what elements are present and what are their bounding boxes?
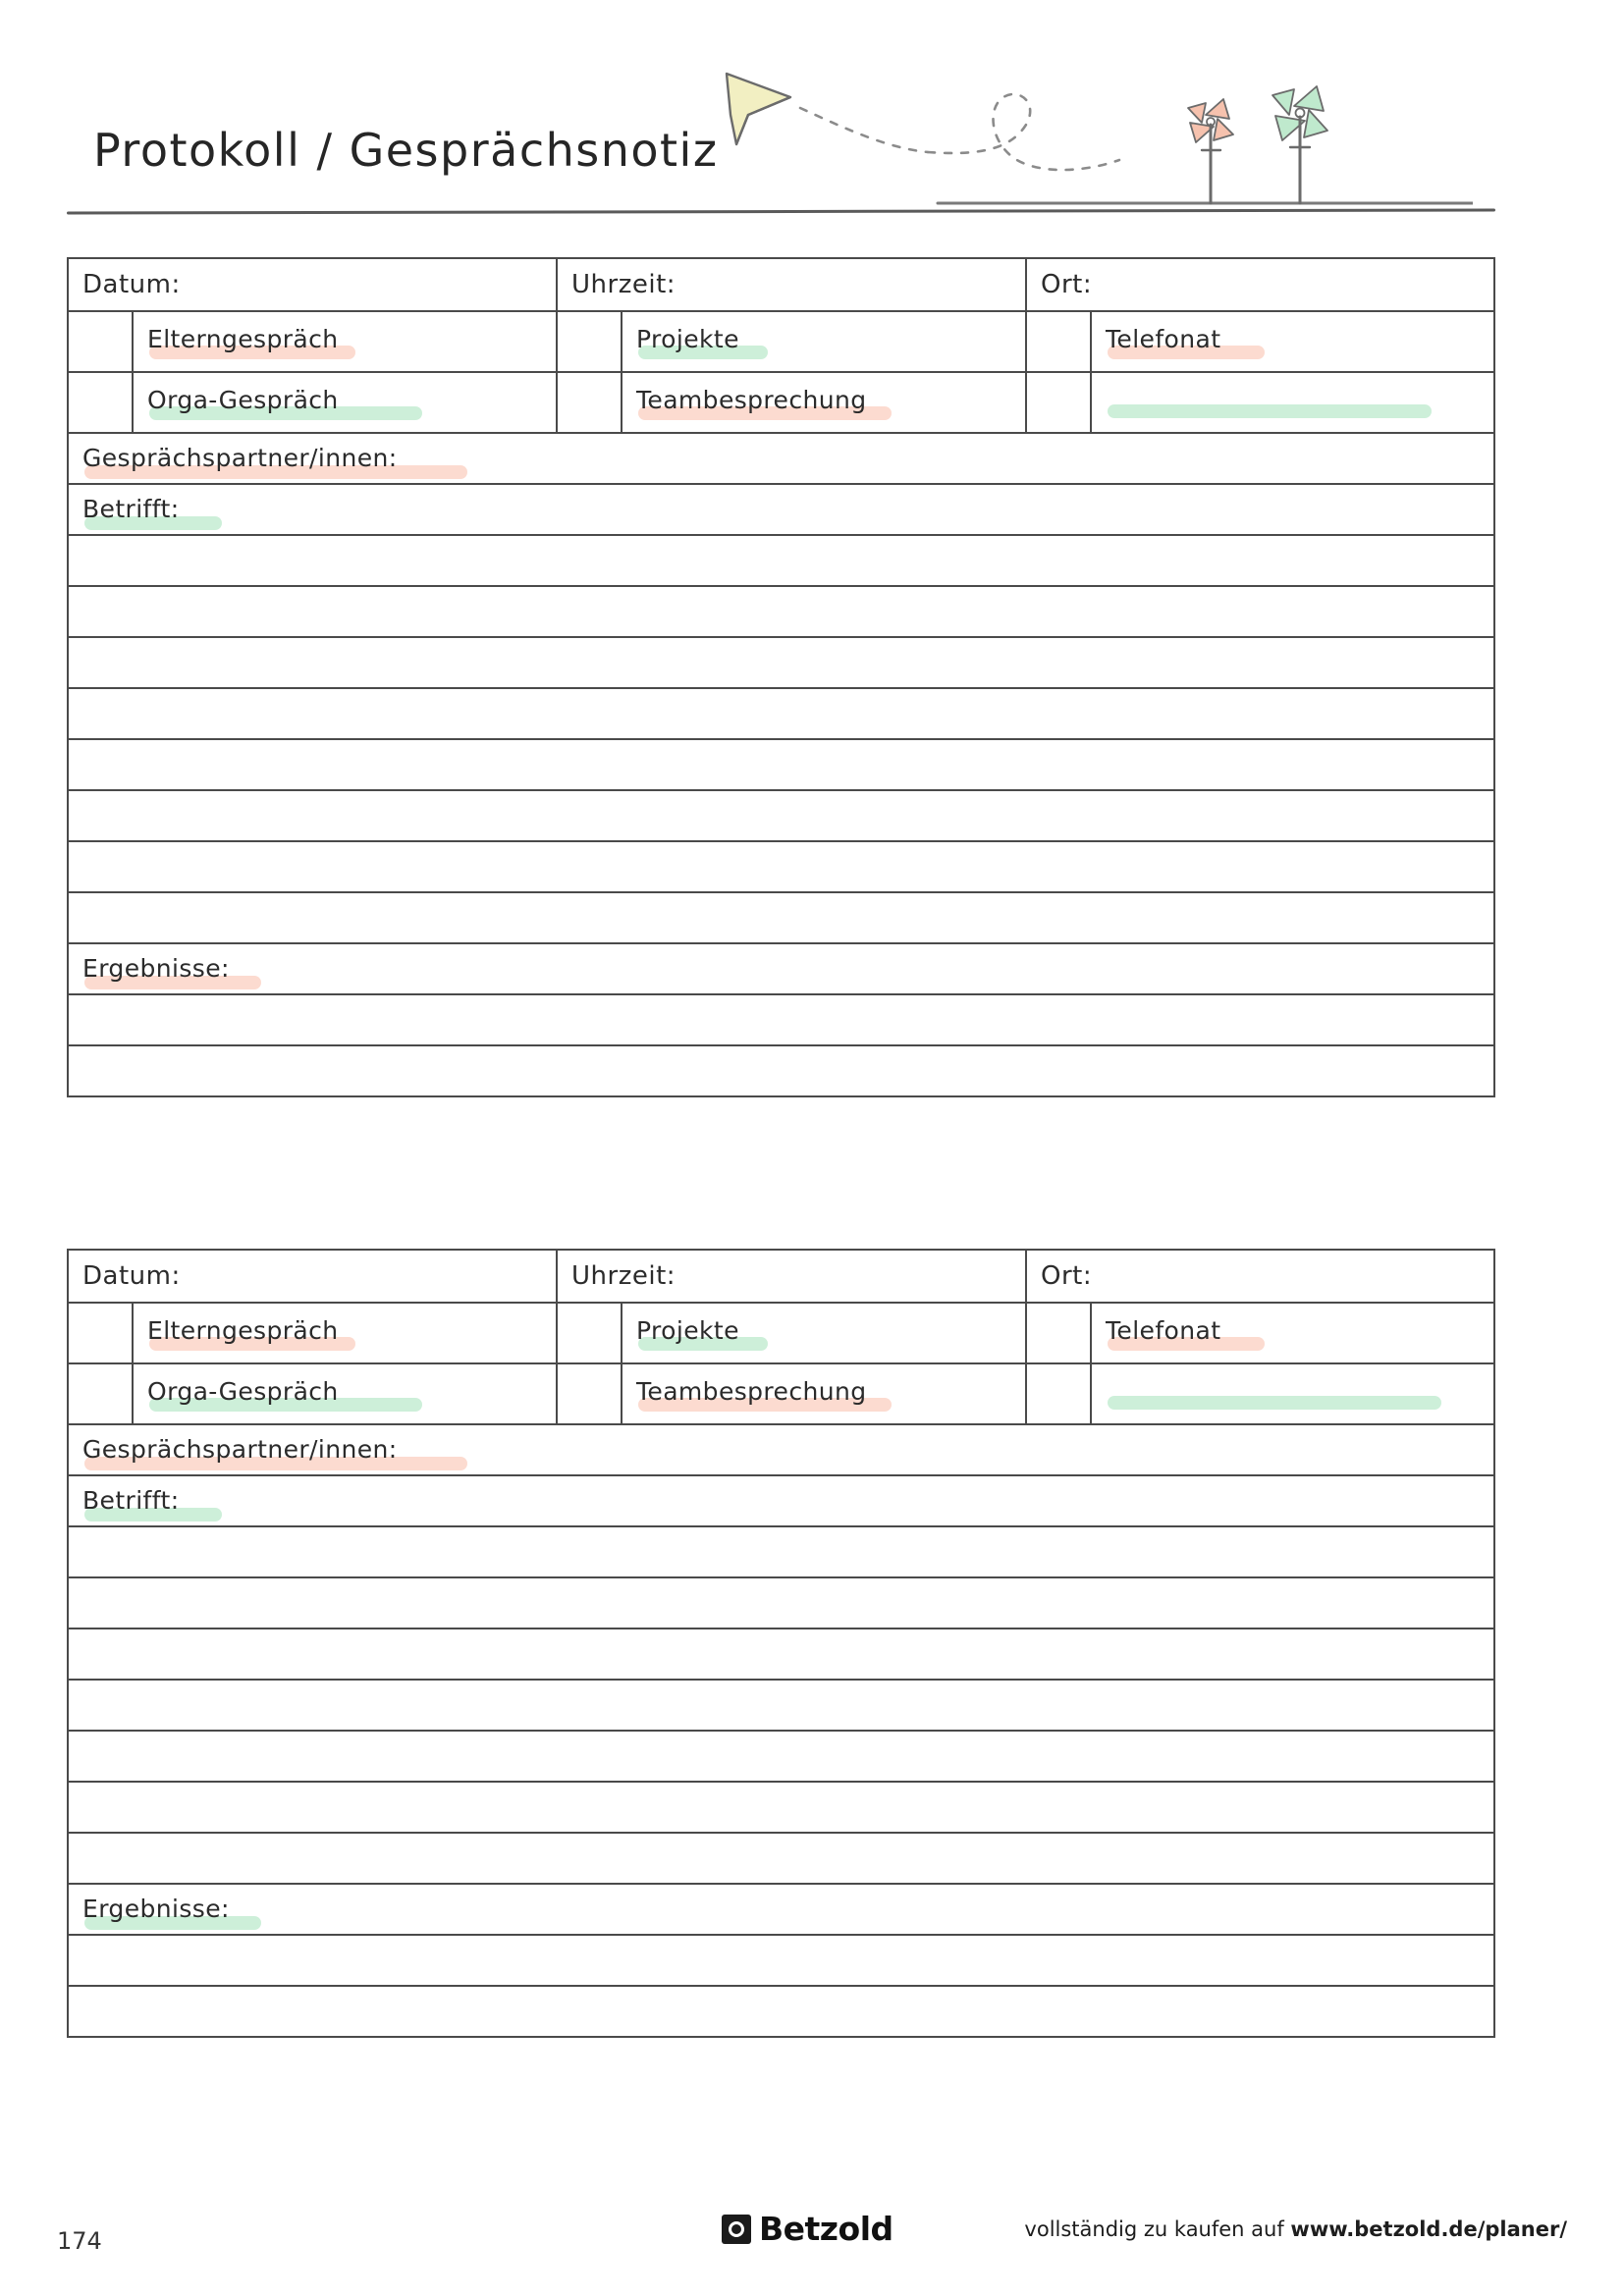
option-label-elterngespraech [134,1304,556,1362]
subject-label: Betrifft: [82,495,180,523]
write-line[interactable] [67,1046,1495,1097]
place-field[interactable] [1027,1251,1493,1302]
time-label: Uhrzeit: [571,270,677,299]
write-line[interactable] [67,740,1495,791]
checkbox-telefonat[interactable] [1027,312,1092,371]
option-label-elterngespraech [134,312,556,371]
partners-label: Gesprächspartner/innen: [82,444,398,472]
option-row-1 [69,1304,1493,1364]
checkbox-projekte[interactable] [558,312,623,371]
brand-name: Betzold [759,2210,893,2248]
option-group-3 [1027,1304,1493,1362]
write-line[interactable] [67,893,1495,944]
option-group-6 [1027,1364,1493,1423]
protocol-form-1 [67,257,1495,1097]
write-line[interactable] [67,689,1495,740]
option-label-orga-gespraech [134,1364,556,1423]
option-group-2 [558,312,1027,371]
header-decoration [687,54,1473,216]
dotted-flight-path [800,94,1119,170]
place-label: Ort: [1041,1261,1093,1291]
option-table [67,312,1495,434]
results-label: Ergebnisse: [82,954,230,983]
write-line[interactable] [67,995,1495,1046]
header-field-row [67,1249,1495,1304]
option-row-2 [69,1364,1493,1423]
place-field[interactable] [1027,259,1493,310]
option-label-telefonat [1092,312,1493,371]
write-line[interactable] [67,1527,1495,1578]
place-label: Ort: [1041,270,1093,299]
option-table [67,1304,1495,1425]
date-label: Datum: [82,1261,181,1291]
date-field[interactable] [69,1251,558,1302]
highlight-mark [1108,404,1432,418]
option-group-1 [69,1304,558,1362]
write-line[interactable] [67,1936,1495,1987]
partners-label: Gesprächspartner/innen: [82,1435,398,1464]
checkbox-orga-gespraech[interactable] [69,1364,134,1423]
option-label-custom[interactable] [1092,373,1493,432]
option-text: Teambesprechung [636,386,867,414]
option-label-projekte [623,1304,1025,1362]
highlight-mark [1108,1396,1441,1410]
header-field-row [67,257,1495,312]
partners-field[interactable] [67,434,1495,485]
time-field[interactable] [558,259,1027,310]
option-label-orga-gespraech [134,373,556,432]
option-label-teambesprechung [623,1364,1025,1423]
partners-field[interactable] [67,1425,1495,1476]
checkbox-orga-gespraech[interactable] [69,373,134,432]
write-line[interactable] [67,1732,1495,1783]
option-group-2 [558,1304,1027,1362]
option-label-projekte [623,312,1025,371]
results-field[interactable] [67,944,1495,995]
write-line[interactable] [67,1987,1495,2038]
option-text: Orga-Gespräch [147,386,339,414]
option-group-4 [69,373,558,432]
option-text: Elterngespräch [147,1316,339,1345]
option-label-teambesprechung [623,373,1025,432]
write-line[interactable] [67,1681,1495,1732]
subject-field[interactable] [67,485,1495,536]
option-group-1 [69,312,558,371]
date-field[interactable] [69,259,558,310]
write-line[interactable] [67,587,1495,638]
option-text: Telefonat [1106,325,1221,353]
option-group-6 [1027,373,1493,432]
brand-logo [722,2210,893,2248]
time-label: Uhrzeit: [571,1261,677,1291]
write-line[interactable] [67,1578,1495,1629]
page-title: Protokoll / Gesprächsnotiz [93,124,719,177]
write-line[interactable] [67,791,1495,842]
pinwheel-icon-left [1188,99,1233,203]
results-label: Ergebnisse: [82,1895,230,1923]
option-label-custom[interactable] [1092,1364,1493,1423]
option-text: Projekte [636,1316,739,1345]
checkbox-projekte[interactable] [558,1304,623,1362]
option-group-3 [1027,312,1493,371]
option-label-telefonat [1092,1304,1493,1362]
subject-field[interactable] [67,1476,1495,1527]
option-group-5 [558,373,1027,432]
checkbox-teambesprechung[interactable] [558,1364,623,1423]
option-text: Projekte [636,325,739,353]
write-line[interactable] [67,638,1495,689]
option-group-5 [558,1364,1027,1423]
subject-label: Betrifft: [82,1486,180,1515]
write-line[interactable] [67,1834,1495,1885]
write-line[interactable] [67,1629,1495,1681]
write-line[interactable] [67,1783,1495,1834]
footer-note [1024,2217,1567,2241]
footer-note-url: www.betzold.de/planer/ [1290,2217,1567,2241]
betzold-mark-icon [722,2215,751,2244]
option-text: Elterngespräch [147,325,339,353]
option-text: Telefonat [1106,1316,1221,1345]
footer-note-prefix: vollständig zu kaufen auf [1024,2217,1291,2241]
option-group-4 [69,1364,558,1423]
write-line[interactable] [67,536,1495,587]
page-footer [0,2188,1624,2296]
results-field[interactable] [67,1885,1495,1936]
pinwheel-icon-right [1272,86,1327,203]
write-line[interactable] [67,842,1495,893]
checkbox-elterngespraech[interactable] [69,312,134,371]
protocol-form-2 [67,1249,1495,2038]
option-text: Teambesprechung [636,1377,867,1406]
checkbox-custom[interactable] [1027,1364,1092,1423]
page-header [0,0,1624,245]
time-field[interactable] [558,1251,1027,1302]
page-number: 174 [57,2227,102,2255]
checkbox-custom[interactable] [1027,373,1092,432]
option-row-1 [69,312,1493,373]
date-label: Datum: [82,270,181,299]
paper-plane-icon [727,74,790,144]
checkbox-telefonat[interactable] [1027,1304,1092,1362]
option-row-2 [69,373,1493,432]
checkbox-teambesprechung[interactable] [558,373,623,432]
checkbox-elterngespraech[interactable] [69,1304,134,1362]
option-text: Orga-Gespräch [147,1377,339,1406]
